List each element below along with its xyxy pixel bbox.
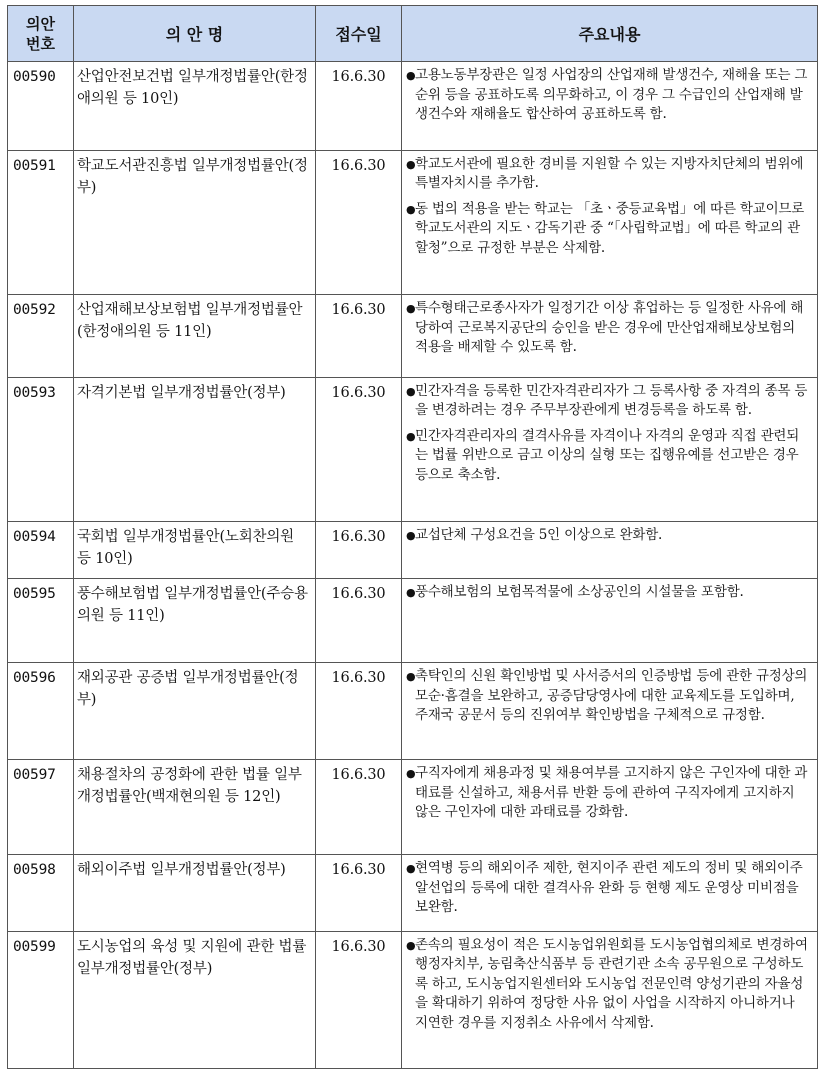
bill-name: 학교도서관진흥법 일부개정법률안(정부) <box>74 150 316 294</box>
content-item: ● 교섭단체 구성요건을 5인 이상으로 완화함. <box>406 526 811 546</box>
bill-number: 00599 <box>8 931 74 1068</box>
bill-name: 채용절차의 공정화에 관한 법률 일부개정법률안(백재현의원 등 12인) <box>74 760 316 855</box>
content-item: ● 풍수해보험의 보험목적물에 소상공인의 시설물을 포함함. <box>406 583 811 603</box>
content-item: ● 민간자격을 등록한 민간자격관리자가 그 등록사항 중 자격의 종목 등을 변경하려는 경우 주무부장관에게 변경등록을 하도록 함. <box>406 382 811 421</box>
bill-number: 00598 <box>8 855 74 932</box>
bill-name: 풍수해보험법 일부개정법률안(주승용의원 등 11인) <box>74 578 316 663</box>
header-row <box>8 6 818 62</box>
bill-number: 00596 <box>8 663 74 760</box>
header-main-content: 주요내용 <box>402 6 818 62</box>
content-item: ● 동 법의 적용을 받는 학교는 「초ㆍ중등교육법」에 따른 학교이므로 학교도서관의 지도ㆍ감독기관 중 “「사립학교법」에 따른 학교의 관할청”으로 규정한 부분은 삭제함. <box>406 200 811 259</box>
content-item: ● 학교도서관에 필요한 경비를 지원할 수 있는 지방자치단체의 범위에 특별자치시를 추가함. <box>406 155 811 194</box>
content-item: ● 구직자에게 채용과정 및 채용여부를 고지하지 않은 구인자에 대한 과태료를 신설하고, 채용서류 반환 등에 관하여 구직자에게 고지하지 않은 구인자에 대한 과태료를 강화함. <box>406 764 811 823</box>
bill-number: 00590 <box>8 62 74 151</box>
bill-table <box>7 5 818 1069</box>
content-item: ● 촉탁인의 신원 확인방법 및 사서증서의 인증방법 등에 관한 규정상의 모순·흠결을 보완하고, 공증담당영사에 대한 교육제도를 도입하며, 주재국 공문서 등의 진위여부 확인방법을 구체적으로 규정함. <box>406 667 811 726</box>
table-row <box>8 855 818 932</box>
bullet-icon: ● <box>406 157 416 171</box>
table-row <box>8 522 818 579</box>
bullet-icon: ● <box>406 670 416 684</box>
bill-name: 산업재해보상보험법 일부개정법률안(한정애의원 등 11인) <box>74 295 316 378</box>
bill-name: 자격기본법 일부개정법률안(정부) <box>74 377 316 521</box>
bill-number: 00592 <box>8 295 74 378</box>
main-content <box>402 522 818 579</box>
receipt-date: 16.6.30 <box>316 522 402 579</box>
bullet-icon: ● <box>406 767 416 781</box>
content-item: ● 고용노동부장관은 일정 사업장의 산업재해 발생건수, 재해율 또는 그 순위 등을 공표하도록 의무화하고, 이 경우 그 수급인의 산업재해 발생건수와 재해율도 합산하여 공표하도록 함. <box>406 66 811 125</box>
table-row <box>8 377 818 521</box>
table-row <box>8 663 818 760</box>
main-content <box>402 295 818 378</box>
main-content <box>402 150 818 294</box>
table-row <box>8 62 818 151</box>
bill-name: 국회법 일부개정법률안(노회찬의원 등 10인) <box>74 522 316 579</box>
table-row <box>8 931 818 1068</box>
receipt-date: 16.6.30 <box>316 62 402 151</box>
main-content <box>402 62 818 151</box>
bill-number: 00594 <box>8 522 74 579</box>
bill-name: 도시농업의 육성 및 지원에 관한 법률 일부개정법률안(정부) <box>74 931 316 1068</box>
header-bill-number: 의안 번호 <box>8 6 74 62</box>
receipt-date: 16.6.30 <box>316 150 402 294</box>
table-row <box>8 295 818 378</box>
table-row <box>8 578 818 663</box>
main-content <box>402 931 818 1068</box>
receipt-date: 16.6.30 <box>316 295 402 378</box>
bullet-icon: ● <box>406 384 416 398</box>
receipt-date: 16.6.30 <box>316 578 402 663</box>
bill-name: 산업안전보건법 일부개정법률안(한정애의원 등 10인) <box>74 62 316 151</box>
main-content <box>402 855 818 932</box>
receipt-date: 16.6.30 <box>316 855 402 932</box>
content-item: ● 민간자격관리자의 결격사유를 자격이나 자격의 운영과 직접 관련되는 법률 위반으로 금고 이상의 실형 또는 집행유예를 선고받은 경우 등으로 축소함. <box>406 427 811 486</box>
bullet-icon: ● <box>406 202 416 216</box>
receipt-date: 16.6.30 <box>316 931 402 1068</box>
table-body <box>8 62 818 1069</box>
bullet-icon: ● <box>406 429 416 443</box>
main-content <box>402 377 818 521</box>
bullet-icon: ● <box>406 529 416 543</box>
receipt-date: 16.6.30 <box>316 377 402 521</box>
header-receipt-date: 접수일 <box>316 6 402 62</box>
table-row <box>8 150 818 294</box>
bill-number: 00593 <box>8 377 74 521</box>
bill-name: 재외공관 공증법 일부개정법률안(정부) <box>74 663 316 760</box>
bullet-icon: ● <box>406 862 416 876</box>
bill-number: 00597 <box>8 760 74 855</box>
bill-number: 00591 <box>8 150 74 294</box>
table-row <box>8 760 818 855</box>
bullet-icon: ● <box>406 302 416 316</box>
bullet-icon: ● <box>406 69 416 82</box>
header-bill-name: 의 안 명 <box>74 6 316 62</box>
receipt-date: 16.6.30 <box>316 760 402 855</box>
content-item: ● 특수형태근로종사자가 일정기간 이상 휴업하는 등 일정한 사유에 해당하여 근로복지공단의 승인을 받은 경우에 만산업재해보상보험의 적용을 배제할 수 있도록 함. <box>406 299 811 358</box>
bill-number: 00595 <box>8 578 74 663</box>
content-item: ● 존속의 필요성이 적은 도시농업위원회를 도시농업협의체로 변경하여 행정자치부, 농림축산식품부 등 관련기관 소속 공무원으로 구성하도록 하고, 도시농업지원센터와 도시농업 전문인력 양성기관의 자율성을 확대하기 위하여 정당한 사유 없이 사업을 시작하지 아니하거나 지연한 경우를 지정취소 사유에서 삭제함. <box>406 936 811 1034</box>
receipt-date: 16.6.30 <box>316 663 402 760</box>
content-item: ● 현역병 등의 해외이주 제한, 현지이주 관련 제도의 정비 및 해외이주알선업의 등록에 대한 결격사유 완화 등 현행 제도 운영상 미비점을 보완함. <box>406 859 811 918</box>
bullet-icon: ● <box>406 938 416 952</box>
bill-name: 해외이주법 일부개정법률안(정부) <box>74 855 316 932</box>
main-content <box>402 663 818 760</box>
main-content <box>402 760 818 855</box>
main-content <box>402 578 818 663</box>
table-header <box>8 6 818 62</box>
bullet-icon: ● <box>406 585 416 599</box>
